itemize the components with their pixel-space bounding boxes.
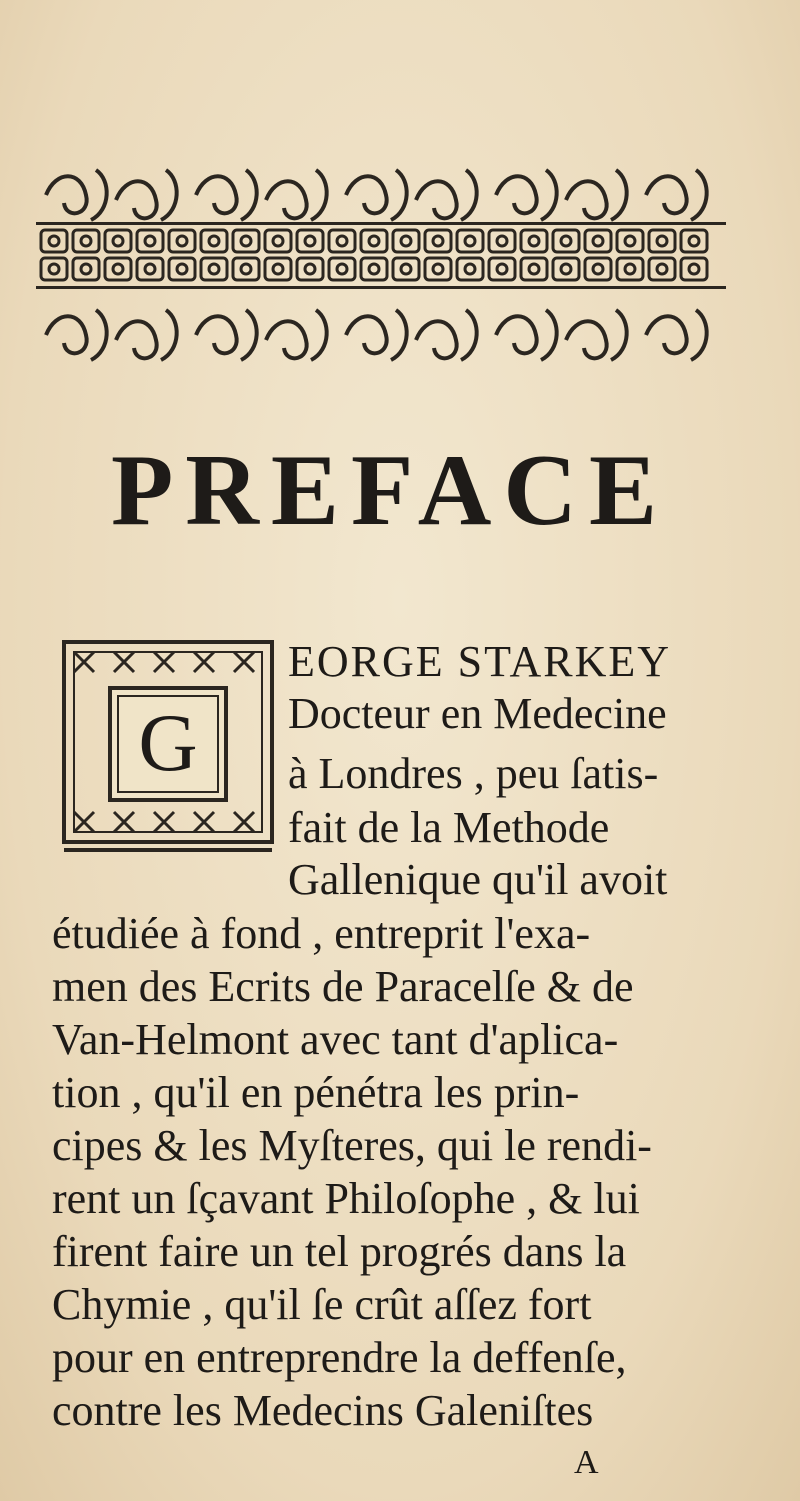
text-line: rent un ſçavant Philoſophe , & lui (52, 1174, 640, 1223)
text-line: firent faire un tel progrés dans la (52, 1227, 627, 1276)
decorative-headpiece (36, 150, 726, 370)
text-line: EORGE STARKEY (288, 637, 672, 686)
page-title: PREFACE (110, 434, 670, 547)
text-line: étudiée à fond , entreprit l'exa- (52, 909, 591, 958)
signature-mark: A (574, 1444, 599, 1481)
text-line: contre les Medecins Galeniſtes (52, 1386, 594, 1435)
text-line: fait de la Methode (288, 803, 610, 852)
text-line: Van-Helmont avec tant d'aplica- (52, 1015, 619, 1064)
text-line: cipes & les Myſteres, qui le rendi- (52, 1121, 652, 1170)
text-line: Docteur en Medecine (288, 689, 667, 738)
text-line: Gallenique qu'il avoit (288, 855, 668, 904)
ornamental-initial (62, 640, 274, 858)
text-line: Chymie , qu'il ſe crût aſſez fort (52, 1280, 592, 1329)
text-line: pour en entreprendre la deffenſe, (52, 1333, 627, 1382)
text-line: tion , qu'il en pénétra les prin- (52, 1068, 580, 1117)
text-line: men des Ecrits de Paracelſe & de (52, 962, 634, 1011)
drop-cap-letter: G (138, 697, 198, 788)
text-line: à Londres , peu ſatis- (288, 749, 659, 798)
